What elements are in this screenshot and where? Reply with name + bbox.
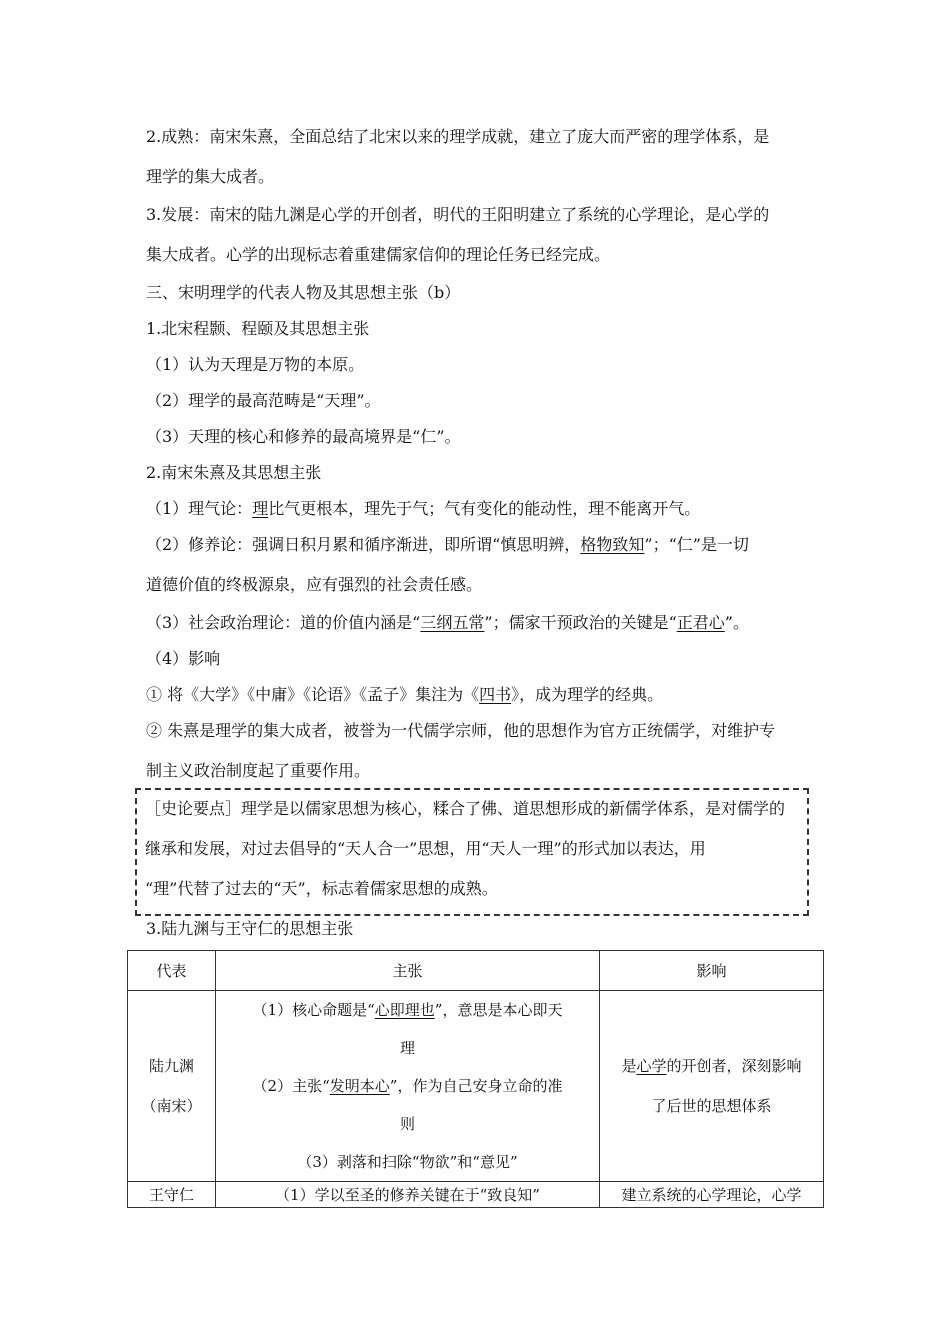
comparison-table [127, 950, 824, 1208]
influence-point-2-line2: 制主义政治制度起了重要作用。 [146, 761, 371, 780]
influence-point-2-line1: ② 朱熹是理学的集大成者，被誉为一代儒学宗师，他的思想作为官方正统儒学，对维护专 [146, 721, 776, 740]
underlined-term: 理 [252, 499, 269, 518]
underlined-term: 发明本心 [329, 1077, 390, 1095]
cell-claims: （1）核心命题是“心即理也”，意思是本心即天 理 （2）主张“发明本心”，作为自己安身立命的准 则 （3）剥落和扫除“物欲”和“意见” [216, 991, 600, 1182]
cheng-item-2: （2）理学的最高范畴是“天理”。 [146, 391, 381, 410]
cell-influence: 建立系统的心学理论，心学 [600, 1182, 824, 1208]
key-points-line1: ［史论要点］理学是以儒家思想为核心，糅合了佛、道思想形成的新儒学体系，是对儒学的 [145, 799, 786, 818]
table-row [128, 991, 824, 1182]
section-heading: 三、宋明理学的代表人物及其思想主张（b） [146, 283, 461, 302]
influence-point-1: ① 将《大学》《中庸》《论语》《孟子》集注为《四书》，成为理学的经典。 [146, 685, 664, 704]
para-maturity-line1: 2.成熟：南宋朱熹，全面总结了北宋以来的理学成就，建立了庞大而严密的理学体系，是 [146, 127, 770, 146]
underlined-term: 心即理也 [374, 1001, 435, 1019]
zhuxi-item-1: （1）理气论：理比气更根本，理先于气；气有变化的能动性，理不能离开气。 [146, 499, 701, 518]
subsection-lu-wang-title: 3.陆九渊与王守仁的思想主张 [146, 919, 354, 938]
underlined-term: 三纲五常 [420, 613, 485, 632]
cell-claims: （1）学以至圣的修养关键在于“致良知” [216, 1182, 600, 1208]
subsection-cheng-title: 1.北宋程颢、程颐及其思想主张 [146, 319, 370, 338]
para-development-line1: 3.发展：南宋的陆九渊是心学的开创者，明代的王阳明建立了系统的心学理论，是心学的 [146, 205, 770, 224]
cheng-item-1: （1）认为天理是万物的本原。 [146, 355, 365, 374]
zhuxi-item-3: （3）社会政治理论：道的价值内涵是“三纲五常”；儒家干预政治的关键是“正君心”。 [146, 613, 749, 632]
header-claims: 主张 [216, 951, 600, 991]
cell-representative: 陆九渊 （南宋） [128, 991, 216, 1182]
underlined-term: 格物致知 [580, 535, 645, 554]
subsection-zhuxi-title: 2.南宋朱熹及其思想主张 [146, 463, 322, 482]
key-points-line3: “理”代替了过去的“天”，标志着儒家思想的成熟。 [145, 879, 498, 898]
header-influence: 影响 [600, 951, 824, 991]
underlined-term: 四书 [479, 685, 512, 704]
table-row [128, 1182, 824, 1208]
cell-influence: 是心学的开创者，深刻影响 了后世的思想体系 [600, 991, 824, 1182]
underlined-term: 正君心 [676, 613, 725, 632]
zhuxi-item-2-cont: 道德价值的终极源泉，应有强烈的社会责任感。 [146, 575, 483, 594]
cheng-item-3: （3）天理的核心和修养的最高境界是“仁”。 [146, 427, 461, 446]
underlined-term: 心学 [636, 1057, 667, 1075]
header-representative: 代表 [128, 951, 216, 991]
cell-representative: 王守仁 [128, 1182, 216, 1208]
para-development-line2: 集大成者。心学的出现标志着重建儒家信仰的理论任务已经完成。 [146, 245, 611, 264]
table-header-row [128, 951, 824, 991]
key-points-line2: 继承和发展，对过去倡导的“天人合一”思想，用“天人一理”的形式加以表达，用 [145, 839, 706, 858]
key-points-box [135, 788, 809, 916]
para-maturity-line2: 理学的集大成者。 [146, 167, 275, 186]
zhuxi-item-4: （4）影响 [146, 649, 221, 668]
zhuxi-item-2: （2）修养论：强调日积月累和循序渐进，即所谓“慎思明辨，格物致知”；“仁”是一切 [146, 535, 749, 554]
